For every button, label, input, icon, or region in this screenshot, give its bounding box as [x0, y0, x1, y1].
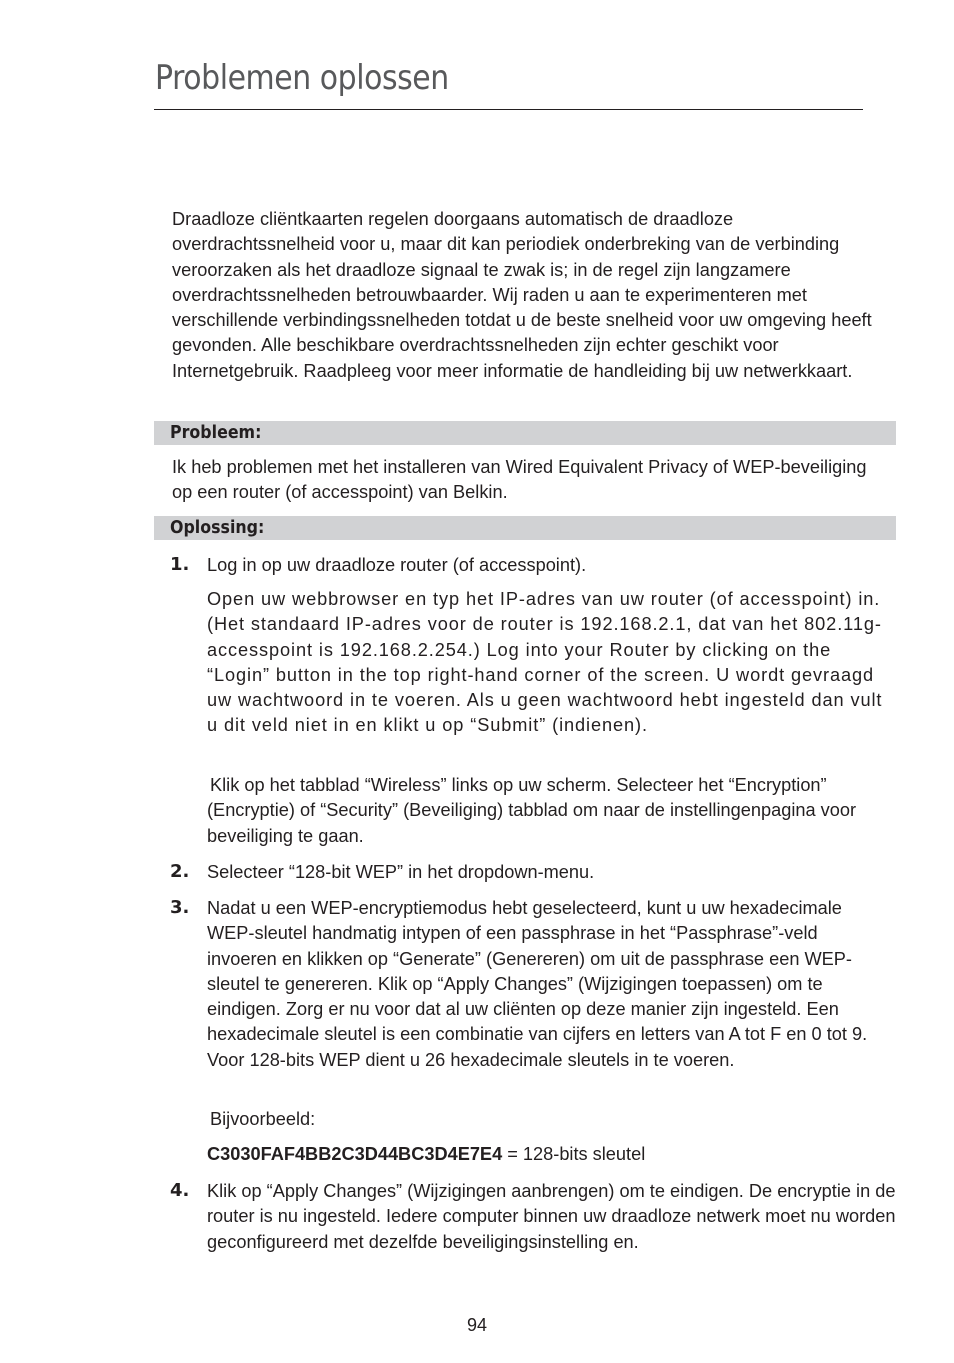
step-2-text: Selecteer “128-bit WEP” in het dropdown-menu. — [207, 862, 595, 882]
example-line — [207, 1142, 645, 1167]
step-1-detail-tab: Klik op het tabblad “Wireless” links op uw scherm. Selecteer het “Encryption” (Encryptie) of “Security” (Beveiliging) tabblad om naar de instellingenpagina voor beveiliging te gaan. — [207, 775, 857, 846]
title-divider — [154, 109, 863, 110]
problem-text: Ik heb problemen met het installeren van Wired Equivalent Privacy of WEP-beveiliging op een router (of accesspoint) van Belkin. — [172, 457, 867, 503]
step-3-text: Nadat u een WEP-encryptiemodus hebt geselecteerd, kunt u uw hexadecimale WEP-sleutel handmatig intypen of een passphrase in het “Passphrase”-veld invoeren en klikken op “Generate” (Genereren) om uit de passphrase een WEP-sleutel te genereren. Klik op “Apply Changes” (Wijzigingen toepassen) om te eindigen. Zorg er nu voor dat al uw cliënten op deze manier zijn ingesteld. Een hexadecimale sleutel is een combinatie van cijfers en letters van A tot F en 0 tot 9. Voor 128-bits WEP dient u 26 hexadecimale sleutels in te voeren. — [207, 898, 868, 1070]
example-key: C3030FAF4BB2C3D44BC3D4E7E4 — [207, 1144, 503, 1164]
step-2-number: 2. — [170, 861, 190, 882]
example-label: Bijvoorbeeld: — [210, 1109, 316, 1129]
example-key-suffix: = 128-bits sleutel — [502, 1144, 646, 1164]
step-1-number: 1. — [170, 554, 190, 575]
step-1-detail-login: Open uw webbrowser en typ het IP-adres van uw router (of accesspoint) in. (Het standaard IP-adres voor de router is 192.168.2.1, dat van het 802.11g-accesspoint is 192.168.2.254.) Log into your Router by clicking on the “Login” button in the top right-hand corner of the screen. U wordt gevraagd uw wachtwoord in te voeren. Als u geen wachtwoord hebt ingesteld dan vult u dit veld niet in en klikt u op “Submit” (indienen). — [207, 589, 883, 736]
step-3-number: 3. — [170, 897, 190, 918]
step-4-number: 4. — [170, 1180, 190, 1201]
intro-paragraph: Draadloze cliëntkaarten regelen doorgaans automatisch de draadloze overdrachtssnelheid voor u, maar dit kan periodiek onderbreking van de verbinding veroorzaken als het draadloze signaal te zwak is; in de regel zijn langzamere overdrachtssnelheden betrouwbaarder. Wij raden u aan te experimenteren met verschillende verbindingssnelheden totdat u de beste snelheid voor uw omgeving heeft gevonden. Alle beschikbare overdrachtssnelheden zijn echter geschikt voor Internetgebruik. Raadpleeg voor meer informatie de handleiding bij uw netwerkkaart. — [172, 209, 872, 381]
solution-heading-bar — [154, 516, 896, 540]
step-1-text: Log in op uw draadloze router (of accesspoint). — [207, 555, 587, 575]
page-title: Problemen oplossen — [155, 58, 449, 98]
step-4-text: Klik op “Apply Changes” (Wijzigingen aanbrengen) om te eindigen. De encryptie in de router is nu ingesteld. Iedere computer binnen uw draadloze netwerk moet nu worden geconfigureerd met dezelfde beveiligingsinstelling en. — [207, 1181, 896, 1252]
solution-heading: Oplossing: — [170, 517, 265, 538]
problem-heading: Probleem: — [170, 422, 262, 443]
page-number: 94 — [466, 1315, 488, 1335]
problem-heading-bar — [154, 421, 896, 445]
